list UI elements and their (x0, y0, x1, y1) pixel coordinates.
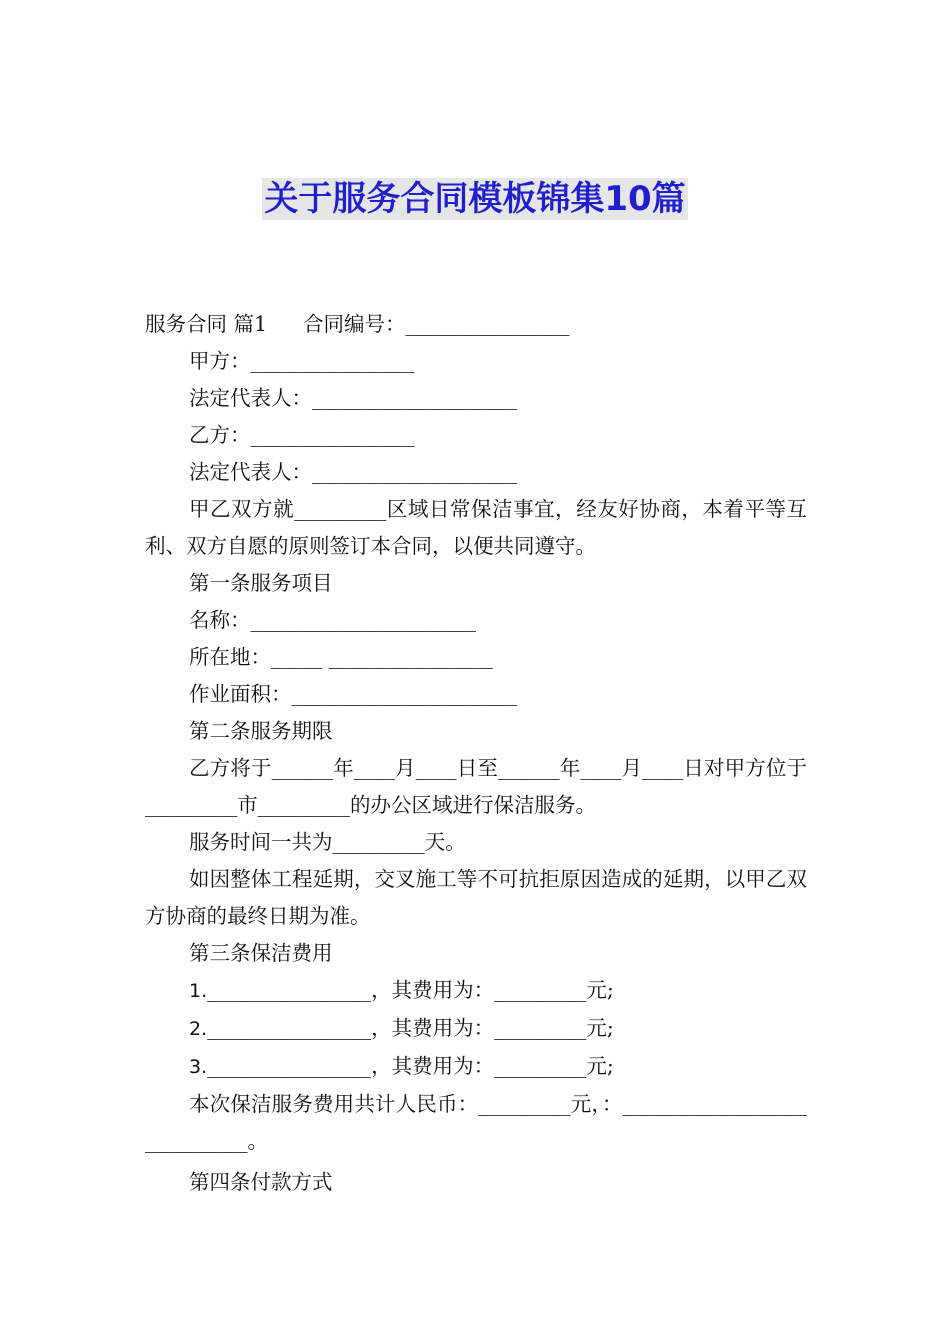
article-2-heading: 第二条服务期限 (189, 719, 333, 743)
article-3-heading: 第三条保洁费用 (189, 941, 333, 965)
fee-item-2 (145, 1010, 807, 1048)
party-b-line: 乙方：________________ (189, 423, 415, 447)
fee-item-3-text: ________________，其费用为：_________元; (207, 1054, 614, 1078)
document-body (145, 306, 807, 1201)
intro-paragraph: 甲乙双方就_________区域日常保洁事宜，经友好协商，本着平等互利、双方自愿的原则签订本合同，以便共同遵守。 (145, 497, 807, 558)
article-1-heading: 第一条服务项目 (189, 571, 333, 595)
section-heading: 服务合同 篇1 (145, 312, 268, 336)
delay-clause-paragraph: 如因整体工程延期，交叉施工等不可抗拒原因造成的延期，以甲乙双方协商的最终日期为准。 (145, 867, 807, 928)
fee-item-3 (145, 1048, 807, 1086)
party-a-line: 甲方：________________ (189, 349, 415, 373)
article-4-heading: 第四条付款方式 (189, 1170, 333, 1194)
fee-item-1 (145, 972, 807, 1010)
title-container (0, 178, 950, 220)
fee-item-1-number: 1. (189, 980, 208, 1002)
service-name-line: 名称：______________________ (189, 608, 476, 632)
fee-item-2-text: ________________，其费用为：_________元; (207, 1016, 614, 1040)
service-term-paragraph: 乙方将于______年____月____日至______年____月____日对甲方位于_________市_________的办公区域进行保洁服务。 (145, 756, 807, 817)
fee-item-3-number: 3. (189, 1056, 208, 1078)
work-area-line: 作业面积：______________________ (189, 682, 517, 706)
party-a-representative-line: 法定代表人：____________________ (189, 386, 517, 410)
location-line: 所在地：_____ ________________ (189, 645, 493, 669)
document-title: 关于服务合同模板锦集10篇 (264, 179, 686, 219)
party-b-representative-line: 法定代表人：____________________ (189, 460, 517, 484)
service-duration-line: 服务时间一共为_________天。 (189, 830, 466, 854)
section-header-line (145, 306, 807, 343)
contract-number-field: 合同编号：________________ (303, 312, 570, 336)
fee-item-2-number: 2. (189, 1018, 208, 1040)
fee-item-1-text: ________________，其费用为：_________元; (207, 978, 614, 1002)
total-fee-paragraph: 本次保洁服务费用共计人民币：_________元，：____________________________。 (145, 1092, 807, 1153)
